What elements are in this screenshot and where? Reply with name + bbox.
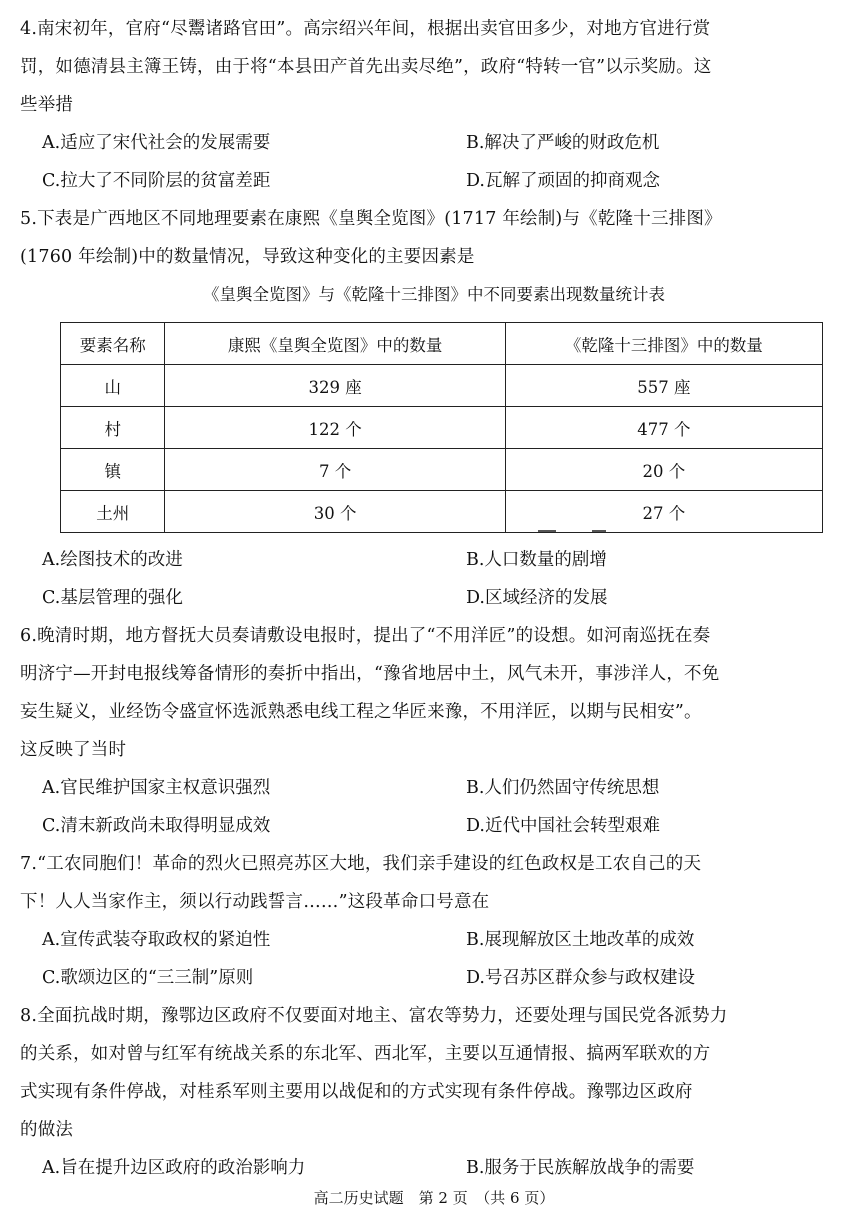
q4-line-1: 4.南宋初年，官府“尽鬻诸路官田”。高宗绍兴年间，根据出卖官田多少，对地方官进行赏 bbox=[20, 19, 711, 39]
q8-option-a: A.旨在提升边区政府的政治影响力 bbox=[42, 1158, 306, 1178]
table-cell: 329 座 bbox=[165, 365, 505, 407]
table-cell: 122 个 bbox=[165, 407, 505, 449]
q6-option-a: A.官民维护国家主权意识强烈 bbox=[42, 778, 271, 798]
q5-option-a: A.绘图技术的改进 bbox=[42, 550, 183, 570]
q7-option-b: B.展现解放区土地改革的成效 bbox=[466, 930, 695, 950]
table-row bbox=[61, 449, 823, 491]
q5-statistics-table bbox=[60, 322, 823, 533]
q6-line-2: 明济宁—开封电报线筹备情形的奏折中指出，“豫省地居中土，风气未开，事涉洋人，不免 bbox=[20, 664, 720, 684]
q5-option-c: C.基层管理的强化 bbox=[42, 588, 183, 608]
table-cell: 30 个 bbox=[165, 491, 505, 533]
table-cell: 7 个 bbox=[165, 449, 505, 491]
table-cell: 20 个 bbox=[505, 449, 822, 491]
q7-option-c: C.歌颂边区的“三三制”原则 bbox=[42, 968, 254, 988]
q8-option-b: B.服务于民族解放战争的需要 bbox=[466, 1158, 695, 1178]
q4-option-b: B.解决了严峻的财政危机 bbox=[466, 133, 660, 153]
scan-smudge bbox=[538, 530, 556, 532]
q4-line-2: 罚，如德清县主簿王铸，由于将“本县田产首先出卖尽绝”，政府“特转一官”以示奖励。这 bbox=[20, 57, 712, 77]
table-cell: 村 bbox=[61, 407, 165, 449]
q6-option-d: D.近代中国社会转型艰难 bbox=[466, 816, 660, 836]
q5-line-2: (1760 年绘制)中的数量情况，导致这种变化的主要因素是 bbox=[20, 247, 475, 267]
table-header-cell: 《乾隆十三排图》中的数量 bbox=[505, 323, 822, 365]
q7-line-2: 下！人人当家作主，须以行动践誓言……”这段革命口号意在 bbox=[20, 892, 490, 912]
q4-option-a: A.适应了宋代社会的发展需要 bbox=[42, 133, 271, 153]
q5-table-caption: 《皇舆全览图》与《乾隆十三排图》中不同要素出现数量统计表 bbox=[203, 285, 665, 304]
q5-line-1: 5.下表是广西地区不同地理要素在康熙《皇舆全览图》(1717 年绘制)与《乾隆十三排图》 bbox=[20, 209, 722, 229]
q8-line-4: 的做法 bbox=[20, 1120, 74, 1140]
table-cell: 557 座 bbox=[505, 365, 822, 407]
table-header-row bbox=[61, 323, 823, 365]
table-cell: 山 bbox=[61, 365, 165, 407]
q7-option-a: A.宣传武装夺取政权的紧迫性 bbox=[42, 930, 271, 950]
q5-option-b: B.人口数量的剧增 bbox=[466, 550, 607, 570]
table-header-cell: 要素名称 bbox=[61, 323, 165, 365]
q7-line-1: 7.“工农同胞们！革命的烈火已照亮苏区大地，我们亲手建设的红色政权是工农自己的天 bbox=[20, 854, 702, 874]
table-cell: 土州 bbox=[61, 491, 165, 533]
q4-line-3: 些举措 bbox=[20, 95, 74, 115]
q6-option-b: B.人们仍然固守传统思想 bbox=[466, 778, 660, 798]
table-cell: 27 个 bbox=[505, 491, 822, 533]
q6-line-1: 6.晚清时期，地方督抚大员奏请敷设电报时，提出了“不用洋匠”的设想。如河南巡抚在奏 bbox=[20, 626, 711, 646]
q4-option-d: D.瓦解了顽固的抑商观念 bbox=[466, 171, 660, 191]
page-footer: 高二历史试题 第 2 页 （共 6 页） bbox=[313, 1189, 555, 1207]
q5-option-d: D.区域经济的发展 bbox=[466, 588, 608, 608]
q8-line-1: 8.全面抗战时期，豫鄂边区政府不仅要面对地主、富农等势力，还要处理与国民党各派势力 bbox=[20, 1006, 728, 1026]
table-cell: 477 个 bbox=[505, 407, 822, 449]
q6-line-3: 妄生疑义，业经饬令盛宣怀选派熟悉电线工程之华匠来豫，不用洋匠，以期与民相安”。 bbox=[20, 702, 702, 722]
scan-smudge bbox=[592, 530, 606, 532]
table-row bbox=[61, 407, 823, 449]
table-cell: 镇 bbox=[61, 449, 165, 491]
table-row bbox=[61, 365, 823, 407]
q8-line-3: 式实现有条件停战，对桂系军则主要用以战促和的方式实现有条件停战。豫鄂边区政府 bbox=[20, 1082, 693, 1102]
q6-option-c: C.清末新政尚未取得明显成效 bbox=[42, 816, 271, 836]
q7-option-d: D.号召苏区群众参与政权建设 bbox=[466, 968, 695, 988]
q4-option-c: C.拉大了不同阶层的贫富差距 bbox=[42, 171, 271, 191]
q8-line-2: 的关系，如对曾与红军有统战关系的东北军、西北军，主要以互通情报、搞两军联欢的方 bbox=[20, 1044, 711, 1064]
table-header-cell: 康熙《皇舆全览图》中的数量 bbox=[165, 323, 505, 365]
q6-line-4: 这反映了当时 bbox=[20, 740, 127, 760]
table-row bbox=[61, 491, 823, 533]
